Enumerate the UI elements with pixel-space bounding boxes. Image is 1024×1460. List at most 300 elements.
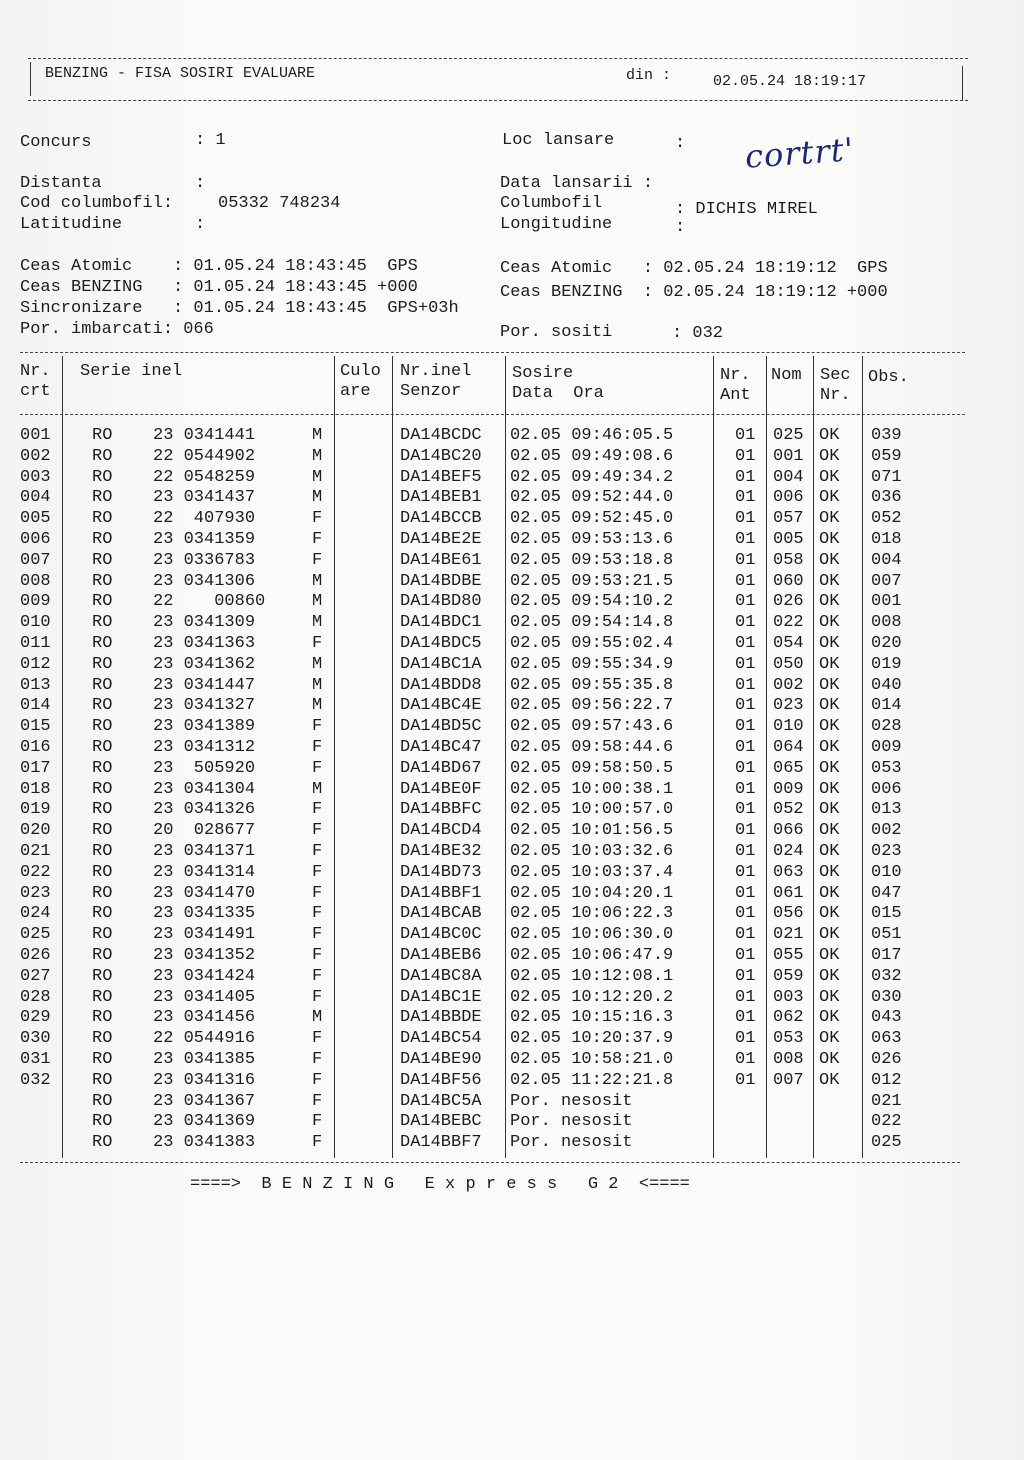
cell-sensor: DA14BC20	[400, 446, 482, 466]
cell-ant: 01	[735, 862, 756, 882]
cell-arrival: 02.05 09:55:35.8	[510, 675, 674, 695]
cell-sensor: DA14BDBE	[400, 571, 482, 591]
cell-arrival: 02.05 10:20:37.9	[510, 1029, 674, 1049]
cell-nom: 023	[773, 696, 804, 716]
cell-ant: 01	[735, 509, 756, 529]
cell-sec: OK	[819, 738, 840, 757]
header-bottom-border	[28, 100, 968, 101]
cell-arrival: Por. nesosit	[510, 1091, 633, 1111]
cell-arrival: 02.05 10:03:32.6	[510, 842, 674, 861]
cell-arrival: 02.05 09:49:34.2	[510, 467, 674, 487]
cell-nr: 011	[20, 634, 51, 653]
cell-arrival: 02.05 09:52:45.0	[510, 509, 674, 529]
th-nr-ant: Nr. Ant	[720, 366, 751, 405]
loc-handwritten-value: cortrt'	[743, 130, 856, 176]
cell-country: RO	[92, 925, 113, 945]
cell-sex: F	[312, 842, 323, 861]
cell-arrival: 02.05 10:58:21.0	[510, 1050, 674, 1069]
cell-ring-number: 23 0341371	[153, 842, 256, 861]
cell-nom: 004	[773, 467, 804, 487]
ceas-benzing-end: Ceas BENZING : 02.05.24 18:19:12 +000	[500, 283, 888, 302]
cell-nom: 065	[773, 758, 804, 778]
cell-nr: 002	[20, 446, 51, 466]
cell-sex: F	[312, 530, 323, 549]
cell-sex: M	[312, 613, 323, 633]
columbofil-label: Columbofil	[500, 194, 603, 213]
cell-sensor: DA14BC54	[400, 1029, 482, 1049]
cell-nom: 063	[773, 862, 804, 882]
cell-sensor: DA14BCD4	[400, 821, 482, 841]
cell-sex: M	[312, 426, 323, 445]
cell-sex: M	[312, 446, 323, 466]
cell-nom: 050	[773, 654, 804, 674]
cell-ring-number: 23 0341304	[153, 779, 256, 799]
cell-sex: F	[312, 634, 323, 653]
cell-arrival: 02.05 09:53:18.8	[510, 550, 674, 570]
cell-sex: F	[312, 821, 323, 841]
cell-ant: 01	[735, 488, 756, 508]
cell-obs: 014	[871, 696, 902, 716]
cell-ring-number: 23 0341314	[153, 862, 256, 882]
cell-arrival: 02.05 09:57:43.6	[510, 717, 674, 737]
cell-country: RO	[92, 800, 113, 820]
cod-label: Cod columbofil:	[20, 194, 174, 213]
cell-country: RO	[92, 904, 113, 924]
cell-ring-number: 23 0341369	[153, 1112, 256, 1132]
cell-nr: 019	[20, 800, 51, 820]
cell-sex: F	[312, 925, 323, 945]
cell-sec: OK	[819, 696, 840, 716]
col-divider-sec	[862, 356, 863, 1158]
cell-sex: M	[312, 675, 323, 695]
cell-arrival: 02.05 09:55:34.9	[510, 654, 674, 674]
col-divider-sosire	[713, 356, 714, 1158]
cell-ant: 01	[735, 925, 756, 945]
ceas-atomic-start: Ceas Atomic : 01.05.24 18:43:45 GPS	[20, 257, 418, 276]
cell-sensor: DA14BEB6	[400, 946, 482, 965]
cell-obs: 025	[871, 1133, 902, 1153]
cell-nom: 053	[773, 1029, 804, 1049]
cell-sec: OK	[819, 1029, 840, 1049]
latitudine-value: :	[195, 215, 206, 234]
cell-ring-number: 23 0341363	[153, 634, 256, 653]
cell-sensor: DA14BC5A	[400, 1091, 482, 1111]
report-date-label: din :	[626, 67, 672, 84]
cell-ant: 01	[735, 842, 756, 861]
cell-ring-number: 22 0548259	[153, 467, 256, 487]
cell-ant: 01	[735, 946, 756, 965]
cell-arrival: Por. nesosit	[510, 1112, 633, 1132]
data-lansarii-label: Data lansarii :	[500, 174, 654, 193]
cell-sex: F	[312, 758, 323, 778]
ceas-benzing-start: Ceas BENZING : 01.05.24 18:43:45 +000	[20, 278, 418, 297]
cell-sensor: DA14BE2E	[400, 530, 482, 549]
cell-ring-number: 23 0341447	[153, 675, 256, 695]
cell-arrival: Por. nesosit	[510, 1133, 633, 1153]
cell-nr: 017	[20, 758, 51, 778]
cell-sec: OK	[819, 966, 840, 986]
cell-obs: 023	[871, 842, 902, 861]
cell-country: RO	[92, 592, 113, 612]
col-divider-nr	[62, 356, 63, 1158]
cell-arrival: 02.05 10:15:16.3	[510, 1008, 674, 1028]
cell-obs: 071	[871, 467, 902, 487]
cell-sex: F	[312, 966, 323, 986]
cell-obs: 018	[871, 530, 902, 549]
cell-nom: 005	[773, 530, 804, 549]
cell-obs: 028	[871, 717, 902, 737]
cell-ring-number: 23 0341405	[153, 987, 256, 1007]
cell-sex: F	[312, 883, 323, 903]
cell-sex: F	[312, 800, 323, 820]
cell-sex: F	[312, 738, 323, 757]
cell-nr: 024	[20, 904, 51, 924]
cell-country: RO	[92, 446, 113, 466]
cell-sensor: DA14BDC5	[400, 634, 482, 653]
cell-country: RO	[92, 779, 113, 799]
cell-sec: OK	[819, 925, 840, 945]
cell-sex: M	[312, 1008, 323, 1028]
cell-country: RO	[92, 1133, 113, 1153]
cell-obs: 059	[871, 446, 902, 466]
cell-ring-number: 23 0341362	[153, 654, 256, 674]
cell-nr: 022	[20, 862, 51, 882]
cell-ring-number: 22 407930	[153, 509, 256, 529]
cell-nom: 001	[773, 446, 804, 466]
cell-sensor: DA14BF56	[400, 1070, 482, 1090]
cell-nom: 054	[773, 634, 804, 653]
cell-ant: 01	[735, 717, 756, 737]
cell-country: RO	[92, 571, 113, 591]
cell-country: RO	[92, 738, 113, 757]
th-senzor: Nr.inel Senzor	[400, 362, 472, 401]
cell-obs: 007	[871, 571, 902, 591]
th-nom: Nom	[771, 366, 802, 385]
cell-sec: OK	[819, 1050, 840, 1069]
cell-sec: OK	[819, 904, 840, 924]
cell-ring-number: 23 0341424	[153, 966, 256, 986]
cell-nom: 026	[773, 592, 804, 612]
longitudine-value: :	[675, 218, 686, 237]
cell-nom: 060	[773, 571, 804, 591]
cell-ring-number: 23 0341309	[153, 613, 256, 633]
cell-sensor: DA14BD5C	[400, 717, 482, 737]
concurs-value: : 1	[195, 131, 226, 150]
cell-sensor: DA14BC0C	[400, 925, 482, 945]
cell-obs: 013	[871, 800, 902, 820]
cell-ring-number: 23 0341491	[153, 925, 256, 945]
cell-nr: 021	[20, 842, 51, 861]
cell-sec: OK	[819, 509, 840, 529]
cell-sec: OK	[819, 634, 840, 653]
cell-obs: 053	[871, 758, 902, 778]
cell-sensor: DA14BEBC	[400, 1112, 482, 1132]
cell-sex: F	[312, 987, 323, 1007]
cell-nr: 016	[20, 738, 51, 757]
cell-country: RO	[92, 1008, 113, 1028]
cell-ring-number: 23 0341437	[153, 488, 256, 508]
cell-ant: 01	[735, 426, 756, 445]
cell-sensor: DA14BE0F	[400, 779, 482, 799]
cell-nom: 057	[773, 509, 804, 529]
cell-nr: 003	[20, 467, 51, 487]
cell-sec: OK	[819, 779, 840, 799]
cell-arrival: 02.05 10:06:47.9	[510, 946, 674, 965]
cell-ant: 01	[735, 467, 756, 487]
cell-sensor: DA14BC8A	[400, 966, 482, 986]
cell-nr: 012	[20, 654, 51, 674]
cell-sec: OK	[819, 862, 840, 882]
cell-obs: 006	[871, 779, 902, 799]
cell-nom: 008	[773, 1050, 804, 1069]
cell-sec: OK	[819, 446, 840, 466]
th-sec-nr: Sec Nr.	[820, 366, 851, 405]
cell-country: RO	[92, 675, 113, 695]
cell-sex: M	[312, 696, 323, 716]
cell-sec: OK	[819, 675, 840, 695]
cell-ring-number: 23 0341441	[153, 426, 256, 445]
cell-country: RO	[92, 488, 113, 508]
cell-obs: 032	[871, 966, 902, 986]
cell-obs: 021	[871, 1091, 902, 1111]
cell-nom: 062	[773, 1008, 804, 1028]
cell-nom: 007	[773, 1070, 804, 1090]
cell-obs: 040	[871, 675, 902, 695]
cell-ant: 01	[735, 446, 756, 466]
cell-obs: 008	[871, 613, 902, 633]
cell-ant: 01	[735, 654, 756, 674]
cell-sensor: DA14BE90	[400, 1050, 482, 1069]
table-top-rule	[20, 352, 965, 353]
header-top-border	[28, 58, 968, 59]
cell-obs: 026	[871, 1050, 902, 1069]
cell-obs: 052	[871, 509, 902, 529]
cell-nr: 009	[20, 592, 51, 612]
longitudine-label: Longitudine	[500, 215, 613, 234]
cell-arrival: 02.05 09:58:44.6	[510, 738, 674, 757]
cell-obs: 020	[871, 634, 902, 653]
cell-sex: M	[312, 488, 323, 508]
cell-sex: M	[312, 571, 323, 591]
th-sosire: Sosire Data Ora	[512, 364, 604, 403]
cell-sex: M	[312, 467, 323, 487]
table-header-rule	[20, 414, 965, 415]
cell-arrival: 02.05 10:12:08.1	[510, 966, 674, 986]
report-title: BENZING - FISA SOSIRI EVALUARE	[45, 65, 316, 82]
cell-arrival: 02.05 09:54:10.2	[510, 592, 674, 612]
cell-ring-number: 23 505920	[153, 758, 256, 778]
cell-obs: 010	[871, 862, 902, 882]
col-divider-ant	[766, 356, 767, 1158]
cell-ant: 01	[735, 758, 756, 778]
cell-ring-number: 23 0341312	[153, 738, 256, 757]
cell-sec: OK	[819, 758, 840, 778]
cell-nom: 022	[773, 613, 804, 633]
cell-nr: 031	[20, 1050, 51, 1069]
cell-nom: 003	[773, 987, 804, 1007]
cell-sec: OK	[819, 717, 840, 737]
cell-ring-number: 23 0341327	[153, 696, 256, 716]
cell-ring-number: 23 0341352	[153, 946, 256, 965]
col-divider-serie	[334, 356, 335, 1158]
cell-ant: 01	[735, 613, 756, 633]
cell-sex: F	[312, 1070, 323, 1090]
cell-sensor: DA14BC1A	[400, 654, 482, 674]
cell-nr: 013	[20, 675, 51, 695]
sincronizare: Sincronizare : 01.05.24 18:43:45 GPS+03h	[20, 299, 459, 318]
cell-nom: 064	[773, 738, 804, 757]
cell-ring-number: 23 0341306	[153, 571, 256, 591]
cell-country: RO	[92, 946, 113, 965]
cell-sensor: DA14BEB1	[400, 488, 482, 508]
table-bottom-rule	[20, 1162, 960, 1163]
cell-nr: 018	[20, 779, 51, 799]
cell-country: RO	[92, 1091, 113, 1111]
cell-sensor: DA14BBDE	[400, 1008, 482, 1028]
cell-country: RO	[92, 821, 113, 841]
cell-ant: 01	[735, 904, 756, 924]
cell-obs: 022	[871, 1112, 902, 1132]
cell-nom: 052	[773, 800, 804, 820]
report-date-value: 02.05.24 18:19:17	[713, 73, 867, 90]
cell-ant: 01	[735, 987, 756, 1007]
cell-obs: 002	[871, 821, 902, 841]
cell-sex: M	[312, 654, 323, 674]
latitudine-label: Latitudine	[20, 215, 123, 234]
cell-sensor: DA14BC47	[400, 738, 482, 757]
cell-sensor: DA14BD80	[400, 592, 482, 612]
cell-ant: 01	[735, 800, 756, 820]
cell-obs: 063	[871, 1029, 902, 1049]
cell-country: RO	[92, 1050, 113, 1069]
cell-sec: OK	[819, 530, 840, 549]
cell-ring-number: 23 0341385	[153, 1050, 256, 1069]
th-nr-crt: Nr. crt	[20, 362, 51, 401]
cell-arrival: 02.05 10:03:37.4	[510, 862, 674, 882]
cell-sec: OK	[819, 883, 840, 903]
cell-sec: OK	[819, 550, 840, 570]
cell-ring-number: 23 0341470	[153, 883, 256, 903]
cell-arrival: 02.05 11:22:21.8	[510, 1070, 674, 1090]
cell-ant: 01	[735, 738, 756, 757]
cell-ant: 01	[735, 883, 756, 903]
cell-country: RO	[92, 717, 113, 737]
cell-ant: 01	[735, 779, 756, 799]
cell-country: RO	[92, 883, 113, 903]
cell-arrival: 02.05 09:49:08.6	[510, 446, 674, 466]
porumbei-imbarcati: Por. imbarcati: 066	[20, 320, 214, 339]
footer-brand: ====> B E N Z I N G E x p r e s s G 2 <====	[190, 1175, 690, 1194]
cell-ant: 01	[735, 571, 756, 591]
loc-label: Loc lansare	[502, 131, 615, 150]
cell-sensor: DA14BD73	[400, 862, 482, 882]
cell-ring-number: 23 0336783	[153, 550, 256, 570]
cell-sec: OK	[819, 946, 840, 965]
cell-nr: 026	[20, 946, 51, 965]
cell-obs: 015	[871, 904, 902, 924]
th-serie-inel: Serie inel	[80, 362, 183, 381]
cell-sex: M	[312, 779, 323, 799]
cell-ant: 01	[735, 1029, 756, 1049]
cell-country: RO	[92, 613, 113, 633]
cell-nom: 006	[773, 488, 804, 508]
cell-arrival: 02.05 09:52:44.0	[510, 488, 674, 508]
cell-sensor: DA14BD67	[400, 758, 482, 778]
cell-country: RO	[92, 530, 113, 549]
cell-obs: 030	[871, 987, 902, 1007]
cell-nr: 023	[20, 883, 51, 903]
cell-ring-number: 23 0341326	[153, 800, 256, 820]
cell-nom: 059	[773, 966, 804, 986]
cell-nr: 028	[20, 987, 51, 1007]
cell-nom: 009	[773, 779, 804, 799]
cell-country: RO	[92, 467, 113, 487]
cell-sec: OK	[819, 987, 840, 1007]
cell-sec: OK	[819, 571, 840, 591]
cell-sensor: DA14BBF1	[400, 883, 482, 903]
cell-nr: 014	[20, 696, 51, 716]
cell-obs: 043	[871, 1008, 902, 1028]
cell-obs: 036	[871, 488, 902, 508]
cell-nom: 021	[773, 925, 804, 945]
cell-sec: OK	[819, 842, 840, 861]
cell-country: RO	[92, 634, 113, 653]
cell-ring-number: 20 028677	[153, 821, 256, 841]
cell-arrival: 02.05 10:12:20.2	[510, 987, 674, 1007]
cell-ring-number: 22 00860	[153, 592, 266, 612]
cell-nom: 061	[773, 883, 804, 903]
sositi-value: : 032	[672, 324, 724, 343]
cell-sec: OK	[819, 1070, 840, 1090]
cell-arrival: 02.05 09:53:13.6	[510, 530, 674, 549]
cell-nr: 027	[20, 966, 51, 986]
th-culoare: Culo are	[340, 362, 381, 401]
cell-sensor: DA14BDC1	[400, 613, 482, 633]
cell-sex: F	[312, 1133, 323, 1153]
cell-nom: 002	[773, 675, 804, 695]
cell-arrival: 02.05 09:46:05.5	[510, 426, 674, 445]
cell-country: RO	[92, 966, 113, 986]
cell-ant: 01	[735, 696, 756, 716]
cell-obs: 004	[871, 550, 902, 570]
cell-arrival: 02.05 10:06:30.0	[510, 925, 674, 945]
cell-sex: F	[312, 717, 323, 737]
cell-ring-number: 23 0341316	[153, 1070, 256, 1090]
cell-sec: OK	[819, 654, 840, 674]
cell-country: RO	[92, 1112, 113, 1132]
cell-nr: 025	[20, 925, 51, 945]
cell-obs: 047	[871, 883, 902, 903]
cell-sec: OK	[819, 1008, 840, 1028]
cell-nom: 056	[773, 904, 804, 924]
th-obs: Obs.	[868, 368, 909, 387]
cell-ant: 01	[735, 966, 756, 986]
cell-sex: F	[312, 946, 323, 965]
cell-country: RO	[92, 550, 113, 570]
loc-separator: :	[675, 134, 686, 153]
cell-country: RO	[92, 1070, 113, 1090]
cell-country: RO	[92, 758, 113, 778]
cell-sex: F	[312, 862, 323, 882]
cell-obs: 051	[871, 925, 902, 945]
cell-sensor: DA14BCDC	[400, 426, 482, 445]
cell-sex: F	[312, 1029, 323, 1049]
cell-sensor: DA14BCCB	[400, 509, 482, 529]
cell-ant: 01	[735, 1050, 756, 1069]
cell-ring-number: 23 0341456	[153, 1008, 256, 1028]
cell-sex: F	[312, 1091, 323, 1111]
cell-sec: OK	[819, 592, 840, 612]
